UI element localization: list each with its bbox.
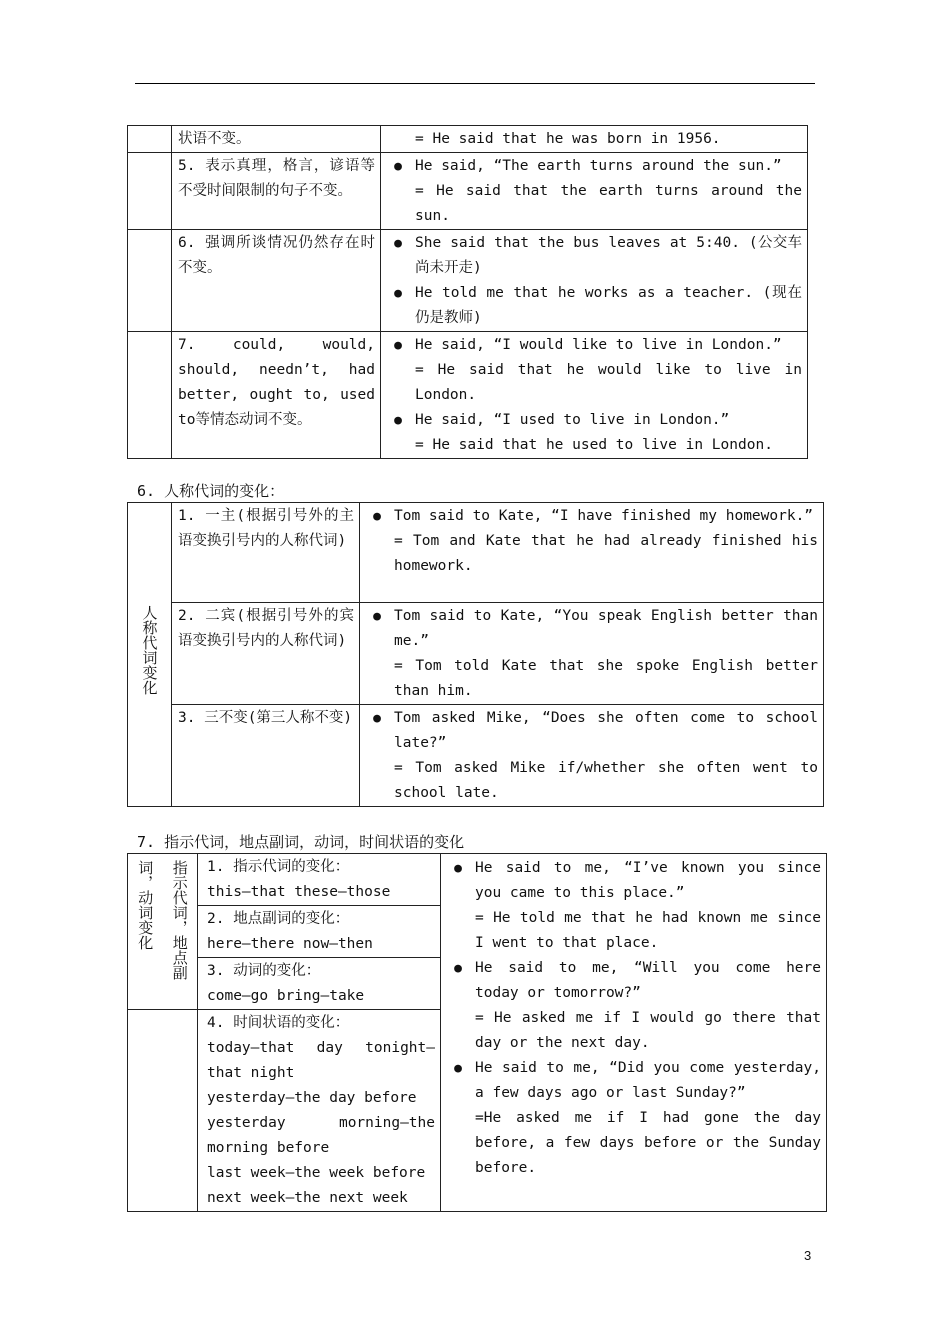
example-text: = He said that he used to live in London. [415,437,773,453]
example-cell [360,603,824,705]
blank-cell [128,1010,198,1212]
side-label-cell [128,503,172,807]
rule-line: next week—the next week [207,1190,408,1206]
table-row [128,854,827,906]
example-text: = He told me that he had known me since I went to that place. [475,910,821,951]
change-rule-cell [198,958,441,1010]
rule-line: yesterday morning—the morning before [207,1115,435,1156]
rule-description: 2. 二宾(根据引号外的宾语变换引号内的人称代词) [172,603,360,705]
change-rule-cell [198,906,441,958]
blank-cell [128,126,172,153]
bullet-icon: ● [373,509,381,524]
table-row [128,503,824,603]
example-item [441,956,821,1006]
example-item [360,604,818,654]
rule-description: 7. could, would, should, needn’t, had better, ought to, used to等情态动词不变。 [172,332,381,459]
bullet-icon: ● [394,413,402,428]
example-text: =He asked me if I had gone the day before, a few days before or the Sunday before. [475,1110,821,1176]
example-item [381,231,802,281]
rule-heading: 4. 时间状语的变化： [207,1015,350,1031]
rule-line: this—that these—those [207,884,391,900]
example-text: = He said that the earth turns around the sun. [415,183,802,224]
example-text: He said to me, “Did you come yesterday, a few days ago or last Sunday?” [475,1060,821,1101]
table-section5 [127,125,808,459]
rule-line: come—go bring—take [207,988,365,1004]
table-row [128,230,808,332]
table-row [128,332,808,459]
example-text: Tom said to Kate, “You speak English better than me.” [394,608,818,649]
side-label: 词，动词变化 [136,860,155,950]
bullet-icon: ● [394,159,402,174]
blank-cell [128,230,172,332]
example-text: He said, “The earth turns around the sun.” [415,158,782,174]
blank-cell [128,153,172,230]
rule-description: 5. 表示真理，格言，谚语等不受时间限制的句子不变。 [172,153,381,230]
side-label: 人称代词变化 [140,605,159,695]
bullet-icon: ● [394,338,402,353]
table-section7 [127,853,827,1212]
rule-line: here—there now—then [207,936,373,952]
example-text: He said, “I would like to live in London.” [415,337,782,353]
example-item [441,856,821,906]
rule-description: 6. 强调所谈情况仍然存在时不变。 [172,230,381,332]
rule-heading: 1. 指示代词的变化： [207,859,350,875]
table-row [128,153,808,230]
bullet-icon: ● [454,861,462,876]
bullet-icon: ● [373,609,381,624]
example-item [381,408,802,433]
bullet-icon: ● [394,286,402,301]
bullet-icon: ● [454,1061,462,1076]
example-text: Tom asked Mike, “Does she often come to school late?” [394,710,818,751]
rule-line: today—that day tonight—that night [207,1040,435,1081]
example-cell [381,332,808,459]
section7-title: 7. 指示代词，地点副词，动词，时间状语的变化 [137,833,465,851]
rule-heading: 2. 地点副词的变化： [207,911,350,927]
example-cell [381,153,808,230]
side-label: 指示代词，地点副 [170,860,189,980]
example-cell [441,854,827,1212]
table-section6 [127,502,824,807]
example-cell [381,126,808,153]
rule-line: yesterday—the day before [207,1090,417,1106]
side-label-cell [163,854,198,1010]
example-text: He told me that he works as a teacher. (现在仍是教师) [415,285,802,326]
example-item [441,1056,821,1106]
example-text: = Tom asked Mike if/whether she often went to school late. [394,760,818,801]
blank-cell [128,332,172,459]
example-text: = He asked me if I would go there that day or the next day. [475,1010,821,1051]
table-row [128,603,824,705]
example-text: He said to me, “I’ve known you since you came to this place.” [475,860,821,901]
page-number: 3 [804,1248,812,1263]
example-text: = He said that he would like to live in London. [415,362,802,403]
table-row [128,705,824,807]
rule-description: 3. 三不变(第三人称不变) [172,705,360,807]
header-rule [135,83,815,84]
bullet-icon: ● [373,711,381,726]
example-text: She said that the bus leaves at 5:40. (公交车尚未开走) [415,235,802,276]
example-text: He said, “I used to live in London.” [415,412,730,428]
example-cell [360,503,824,603]
rule-description: 1. 一主(根据引号外的主语变换引号内的人称代词) [172,503,360,603]
example-item [381,281,802,331]
example-text: = Tom told Kate that she spoke English better than him. [394,658,818,699]
example-item [360,504,818,529]
example-item [360,706,818,756]
rule-line: last week—the week before [207,1165,426,1181]
bullet-icon: ● [394,236,402,251]
example-item [381,333,802,358]
change-rule-cell [198,854,441,906]
rule-heading: 3. 动词的变化： [207,963,321,979]
example-cell [381,230,808,332]
table-row [128,126,808,153]
example-text: = He said that he was born in 1956. [415,131,721,147]
example-cell [360,705,824,807]
example-text: Tom said to Kate, “I have finished my homework.” [394,508,814,524]
example-text: = Tom and Kate that he had already finished his homework. [394,533,818,574]
change-rule-cell [198,1010,441,1212]
side-label-cell [128,854,163,1010]
section6-title: 6. 人称代词的变化： [137,482,285,500]
example-text: He said to me, “Will you come here today or tomorrow?” [475,960,821,1001]
example-item [381,154,802,179]
bullet-icon: ● [454,961,462,976]
rule-description: 状语不变。 [172,126,381,153]
